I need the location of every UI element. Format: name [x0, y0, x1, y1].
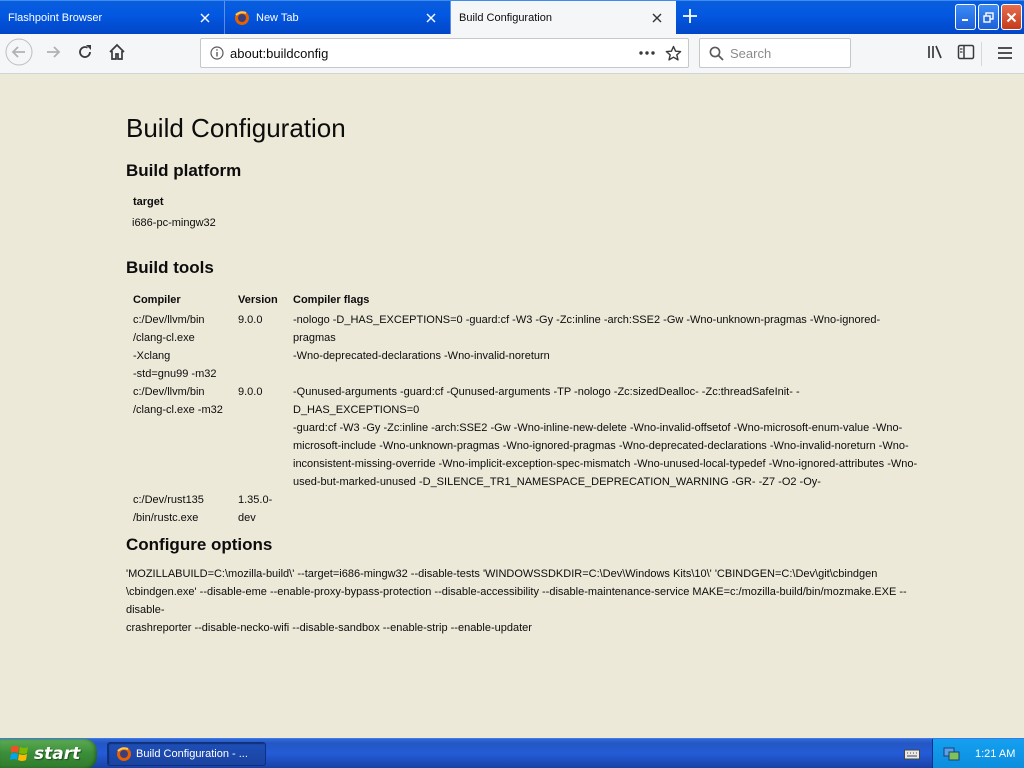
toolbar-divider: [981, 42, 982, 66]
navigation-toolbar: [0, 34, 1024, 74]
flags-cell: -Qunused-arguments -guard:cf -Qunused-arguments -TP -nologo -Zc:sizedDealloc- -Zc:threadSafeInit- -D_HAS_EXCEPTIONS=0 -guard:cf -W3 -Gy -Zc:inline -arch:SSE2 -Gw -Wno-inline-new-delete -Wno-invalid-offsetof -Wno-microsoft-enum-value -Wno- microsoft-include -Wno-unknown-pragmas -Wno-ignored-pragmas -Wno-deprecated-declarations -Wno-invalid-noreturn -Wno- inconsistent-missing-override -Wno-implicit-exception-spec-mismatch -Wno-unused-local-typedef -Wno-ignored-attributes -Wno- used-but-marked-unused -D_SILENCE_TR1_NAMESPACE_DEPRECATION_WARNING -GR- -Z7 -O2 -Oy-: [293, 386, 918, 488]
tab-strip: [0, 0, 1024, 34]
reload-button[interactable]: [71, 40, 99, 68]
library-icon: [926, 43, 944, 65]
library-button[interactable]: [921, 40, 949, 68]
version-cell: 1.35.0- dev: [238, 494, 273, 524]
home-icon: [108, 43, 126, 65]
info-icon[interactable]: [210, 46, 224, 60]
minimize-button[interactable]: [955, 4, 976, 30]
search-bar[interactable]: [699, 38, 851, 68]
sidebar-button[interactable]: [952, 40, 980, 68]
target-column-header: target: [133, 196, 164, 208]
firefox-favicon: [116, 746, 132, 762]
configure-options-text: 'MOZILLABUILD=C:\mozilla-build\' --target=i686-mingw32 --disable-tests 'WINDOWSSDKDIR=C:\Dev\Windows Kits\10\' 'CBINDGEN=C:\Dev\git\cbindgen \cbindgen.exe' --disable-eme --enable-proxy-bypass-protection --disable-accessibility --disable-maintenance-service MAKE=c:/mozilla-build/bin/mozmake.EXE --disable- crashreporter --disable-necko-wifi --disable-sandbox --enable-strip --enable-updater: [126, 568, 907, 634]
version-cell: 9.0.0: [238, 386, 263, 398]
configure-options-heading: Configure options: [126, 535, 273, 554]
new-tab-button[interactable]: [678, 6, 702, 30]
menu-button[interactable]: [991, 40, 1019, 68]
build-tools-heading: Build tools: [126, 258, 214, 277]
bookmark-star-icon[interactable]: [665, 45, 682, 62]
restore-button[interactable]: [978, 4, 999, 30]
back-icon: [5, 38, 33, 70]
page-title: Build Configuration: [126, 113, 346, 143]
table-row: [133, 383, 923, 491]
home-button[interactable]: [103, 40, 131, 68]
version-cell: 9.0.0: [238, 314, 263, 326]
taskbar-item-label: Build Configuration - ...: [136, 748, 248, 760]
start-button[interactable]: [0, 739, 97, 768]
taskbar-item-build-configuration[interactable]: [107, 742, 266, 766]
menu-icon: [997, 45, 1013, 64]
network-icon[interactable]: [943, 746, 961, 762]
sidebar-icon: [957, 44, 975, 64]
search-icon: [709, 46, 724, 61]
close-icon[interactable]: [648, 9, 666, 27]
close-icon[interactable]: [422, 9, 440, 27]
tab-label: Build Configuration: [459, 12, 552, 24]
start-label: start: [34, 744, 81, 764]
windows-flag-icon: [10, 744, 30, 764]
table-row: [133, 491, 923, 527]
compiler-column-header: Compiler: [133, 294, 181, 306]
flags-cell: -nologo -D_HAS_EXCEPTIONS=0 -guard:cf -W3 -Gy -Zc:inline -arch:SSE2 -Gw -Wno-unknown-pragmas -Wno-ignored-pragmas -Wno-deprecated-declarations -Wno-invalid-noreturn: [293, 314, 881, 362]
more-icon[interactable]: [639, 51, 655, 55]
version-column-header: Version: [238, 294, 278, 306]
tab-label: New Tab: [256, 12, 299, 24]
compiler-cell: c:/Dev/llvm/bin /clang-cl.exe -Xclang -std=gnu99 -m32: [133, 314, 217, 380]
tab-build-configuration[interactable]: [451, 1, 676, 35]
flags-column-header: Compiler flags: [293, 294, 370, 306]
close-icon[interactable]: [196, 9, 214, 27]
firefox-favicon: [234, 10, 250, 26]
tab-flashpoint-browser[interactable]: [0, 1, 225, 35]
reload-icon: [76, 43, 94, 65]
compiler-cell: c:/Dev/rust135 /bin/rustc.exe: [133, 494, 204, 524]
tab-label: Flashpoint Browser: [8, 12, 103, 24]
keyboard-icon[interactable]: [904, 746, 920, 765]
window-close-button[interactable]: [1001, 4, 1022, 30]
table-row: [133, 311, 923, 383]
build-platform-heading: Build platform: [126, 161, 242, 180]
flags-cell: [293, 491, 918, 527]
plus-icon: [682, 8, 698, 28]
page-content: [0, 75, 1024, 738]
url-text[interactable]: about:buildconfig: [230, 45, 329, 61]
system-tray: [932, 739, 1024, 768]
search-input[interactable]: [730, 46, 840, 61]
target-value: i686-pc-mingw32: [132, 217, 216, 229]
compiler-cell: c:/Dev/llvm/bin /clang-cl.exe -m32: [133, 386, 223, 416]
url-bar[interactable]: [200, 38, 689, 68]
forward-icon: [44, 43, 62, 65]
table-header-row: [133, 291, 923, 309]
back-button[interactable]: [5, 40, 33, 68]
forward-button[interactable]: [39, 40, 67, 68]
taskbar: [0, 738, 1024, 768]
build-tools-table: [133, 291, 923, 527]
clock: 1:21 AM: [975, 748, 1016, 760]
tab-new-tab[interactable]: [226, 1, 451, 35]
